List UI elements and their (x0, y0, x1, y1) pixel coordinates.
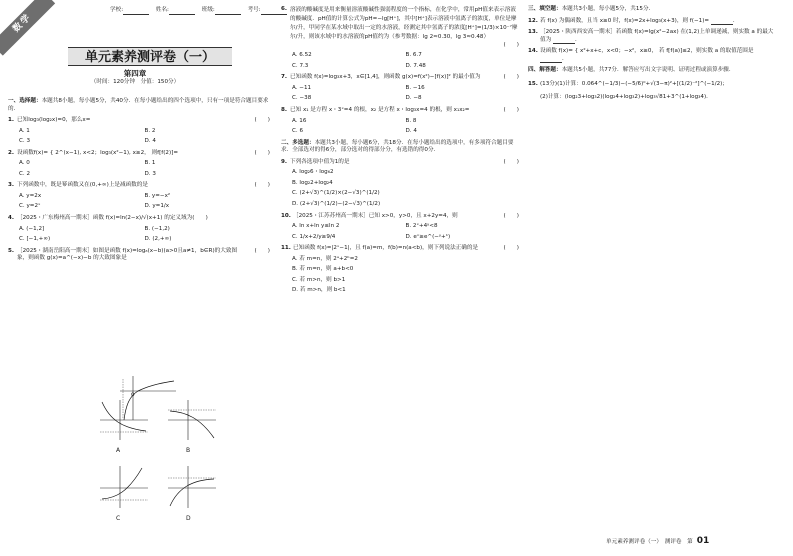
question-text: 已知log₃(log₂x)=0，那么x= (17, 117, 91, 124)
option-a: A. log₂6・log₆2 (292, 169, 334, 176)
option-d: D. 3 (144, 170, 156, 177)
origin-label: O (131, 393, 135, 398)
question-text: 设函数f(x)= { 2^(x−1), x<2；log₃(x²−1), x≥2， 则f[f(2)]= (17, 149, 179, 156)
right-column (528, 6, 776, 102)
option-d: D. 4 (405, 128, 417, 135)
option-c: C. 若 m>n，则 b>1 (292, 276, 346, 283)
question-number: 5. (8, 247, 15, 254)
question-number: 13. (528, 29, 538, 36)
question-14: 14. 设函数 f(x)= { x²+x+c，x<0；−x²，x≥0， 若 f[f(a)]≤2，则实数 a 的取值范围是 ． (528, 48, 754, 62)
question-text: 已知函数 f(x)=log₃x+3，x∈[1,4]，则函数 g(x)=f(x²)−[f(x)]² 的最小值为 (290, 74, 481, 81)
question-number: 1. (8, 117, 15, 124)
option-c: C. 6 (292, 128, 304, 135)
option-a: A. 0 (19, 160, 30, 167)
question-9 (281, 159, 519, 209)
exp-curve (102, 402, 146, 431)
option-c: C. (2+√3)^(1/2)×(2−√3)^(1/2) (292, 190, 380, 197)
question-text: 若 f(x) 为偶函数，且当 x≥0 时，f(x)=2x+log₃(x+3)，则 f(−1)= (540, 17, 710, 24)
option-d: D. 4 (144, 138, 156, 145)
question-text: 已知 x₁ 是方程 x・3ˣ=4 的根，x₂ 是方程 x・log₃x=4 的根，则 x₁x₂= (290, 107, 470, 114)
section-1-heading: 一、选择题：本题共8小题，每小题5分，共40分．在每小题给出的四个选项中，只有一项是符合题目要求的． (8, 98, 269, 112)
question-number: 6. (281, 6, 288, 12)
option-d: D. (2+√3)^(1/2)−(2−√3)^(1/2) (292, 200, 381, 207)
answer-paren: ( ) (503, 212, 519, 219)
field-name: 姓名: (156, 7, 200, 13)
page-number: 01 (696, 536, 710, 546)
section-1-block (8, 98, 270, 263)
option-a: A. 6.52 (292, 52, 312, 59)
answer-paren: ( ) (503, 41, 519, 48)
question-3 (8, 182, 270, 211)
question-text: 溶液的酸碱度是用来衡量溶液酸碱性强弱程度的一个指标，在化学中，常用pH值来表示溶液的酸碱度．pH值的计算公式为pH=−lg[H⁺]，其中[H⁺]表示溶液中氢离子的浓度，单位是摩尔/升，甲同学在某水域中取出一定的水溶液，经测定其中氢离子的浓度[H⁺]=(1/3)×10⁻⁷摩尔/升，则该水域中的水溶液的pH值约为（参考数据：lg 2≈0.30，lg 3≈0.48） (290, 7, 518, 40)
option-a: A. (−1,2] (19, 225, 45, 232)
option-b: B. 2ˣ+4ʸ<8 (405, 223, 438, 230)
answer-paren: ( ) (503, 158, 519, 165)
q5-graph-a (98, 398, 150, 442)
q5-graph-c (98, 464, 150, 510)
option-d: D. 若 m>n，则 b<1 (292, 287, 346, 294)
answer-paren: ( ) (254, 117, 270, 124)
answer-paren: ( ) (503, 107, 519, 114)
question-12: 12. 若 f(x) 为偶函数，且当 x≥0 时，f(x)=2x+log₃(x+3)，则 f(−1)= ． (528, 17, 739, 24)
option-a: A. 1 (19, 127, 30, 134)
chapter-label: 第四章 (123, 69, 147, 78)
question-11 (281, 245, 519, 295)
graph-a-label: A (116, 447, 121, 454)
middle-column (281, 6, 519, 295)
question-number: 8. (281, 107, 288, 114)
question-part-2: (2)计算：(log₂3+log₃2)(log₂4+log₃2)+log₃√81+3^(1+log₃4)． (540, 94, 712, 101)
question-text: ［2025・湖南岳阳高一期末］如图是函数 f(x)=logₐ(x−b)(a>0且a≠1，b∈R)的大致图象，则函数 g(x)=a^(−x)−b 的大致图象是 (17, 247, 238, 262)
question-number: 10. (281, 212, 291, 219)
question-6 (281, 6, 519, 70)
question-2 (8, 150, 270, 179)
page-footer (606, 535, 709, 547)
section-4-heading: 四、解答题：本题共5小题，共77分．解答应写出文字说明、证明过程或演算步骤． (528, 67, 735, 74)
question-number: 4. (8, 215, 15, 222)
option-a: A. ln x+ln y≤ln 2 (292, 223, 340, 230)
graph-c-label: C (116, 515, 121, 522)
option-c: C. −38 (292, 95, 312, 102)
option-c: C. 7.3 (292, 62, 309, 69)
question-1 (8, 117, 270, 146)
option-d: D. y=1/x (144, 203, 170, 210)
option-b: B. 若 m=n，则 a+b<0 (292, 266, 354, 273)
question-text: 设函数 f(x)= { x²+x+c，x<0；−x²，x≥0， 若 f[f(a)]≤2，则实数 a 的取值范围是 (540, 48, 754, 55)
question-text: ［2025・江苏苏州高一期末］已知 x>0，y>0，且 x+2y=4，则 (293, 212, 458, 219)
exp-curve (102, 468, 142, 499)
q5-graph-b (166, 398, 218, 442)
option-a: A. 若 m=n，则 2ᵃ+2ᵇ=2 (292, 255, 358, 262)
answer-blank[interactable] (711, 19, 733, 25)
option-d: D. 7.48 (405, 62, 426, 69)
option-c: C. 1/x+2/y≥9/4 (292, 233, 336, 240)
answer-blank[interactable] (540, 57, 562, 63)
answer-paren: ( ) (254, 149, 270, 156)
question-5 (8, 248, 270, 263)
question-text: ［2025・广东梅州高一期末］函数 f(x)=ln(2−x)/√(x+1) 的定义域为( ) (17, 215, 208, 222)
option-b: B. (−1,2) (144, 225, 170, 232)
question-text: 下列函数中，既是幂函数又在(0,+∞)上是减函数的是 (17, 182, 148, 189)
option-c: C. [−1,+∞) (19, 236, 51, 243)
option-a: A. y=2x (19, 192, 42, 199)
option-d: D. (2,+∞) (144, 236, 172, 243)
graph-d-label: D (186, 515, 191, 522)
question-number: 14. (528, 48, 538, 55)
question-part-1: (13分)(1)计算：0.064^(−1/3)−(−5/6)⁰+√(3−π)²+[(1/2)⁻²]^(−1/2)； (540, 80, 728, 87)
question-7 (281, 74, 519, 103)
option-c: C. 3 (19, 138, 31, 145)
student-info-header (110, 7, 292, 15)
question-number: 2. (8, 149, 15, 156)
option-b: B. 8 (405, 117, 417, 124)
option-c: C. y=2ˣ (19, 203, 41, 210)
question-text: 已知函数 f(x)=|2ˣ−1|，且 f(a)=m，f(b)=n(a<b)，则下列说法正确的是 (293, 245, 479, 252)
question-4 (8, 215, 270, 244)
question-number: 3. (8, 182, 15, 189)
question-10 (281, 213, 519, 242)
left-column (0, 0, 270, 556)
field-id: 考号: (248, 7, 292, 13)
question-text: 下列各选项中值为1的是 (290, 158, 350, 165)
option-d: D. eˣ≥e^(−ʸ+¹) (405, 233, 451, 240)
question-number: 15. (528, 80, 538, 87)
option-b: B. −16 (405, 84, 425, 91)
option-b: B. 1 (144, 160, 156, 167)
answer-paren: ( ) (503, 74, 519, 81)
section-2-heading: 二、多选题：本题共3小题，每小题6分，共18分．在每小题给出的选项中，有多项符合题目要求．全部选对的得6分，部分选对的得部分分，有选错的得0分． (281, 139, 514, 154)
field-class: 班级: (202, 7, 246, 13)
question-text: ［2025・陕西西安高一期末］若函数 f(x)=lg(x²−2ax) 在(1,2)上单调递减，则实数 a 的最大值为 (540, 29, 774, 43)
graph-b-label: B (186, 447, 191, 454)
question-number: 11. (281, 245, 291, 252)
answer-paren: ( ) (254, 247, 270, 254)
exp-curve (170, 411, 214, 438)
time-score-info: （时间：120分钟 分值：150分） (90, 79, 180, 85)
field-school: 学校: (110, 7, 154, 13)
option-b: B. log₂2+log₂4 (292, 179, 333, 186)
option-a: A. 16 (292, 117, 307, 124)
page-title: 单元素养测评卷（一） (68, 47, 232, 66)
footer-text: 单元素养测评卷（一） 测评卷 第 (606, 539, 693, 545)
subject-ribbon: 数学 (0, 0, 55, 56)
option-b: B. 2 (144, 127, 156, 134)
section-3-heading: 三、填空题：本题共3小题，每小题5分，共15分． (528, 6, 655, 12)
option-c: C. 2 (19, 170, 31, 177)
option-d: D. −8 (405, 95, 422, 102)
question-number: 12. (528, 17, 538, 24)
option-b: B. y=−x² (144, 192, 171, 199)
option-a: A. −11 (292, 84, 312, 91)
question-13: 13. ［2025・陕西西安高一期末］若函数 f(x)=lg(x²−2ax) 在(1,2)上单调递减，则实数 a 的最大值为 ． (528, 29, 774, 43)
question-15 (528, 81, 776, 102)
exp-curve (170, 479, 214, 506)
answer-paren: ( ) (254, 182, 270, 189)
question-number: 7. (281, 74, 288, 81)
q5-graph-d (166, 464, 218, 510)
option-b: B. 6.7 (405, 52, 422, 59)
answer-blank[interactable] (553, 38, 575, 44)
question-8 (281, 107, 519, 136)
answer-paren: ( ) (503, 245, 519, 252)
question-number: 9. (281, 158, 288, 165)
